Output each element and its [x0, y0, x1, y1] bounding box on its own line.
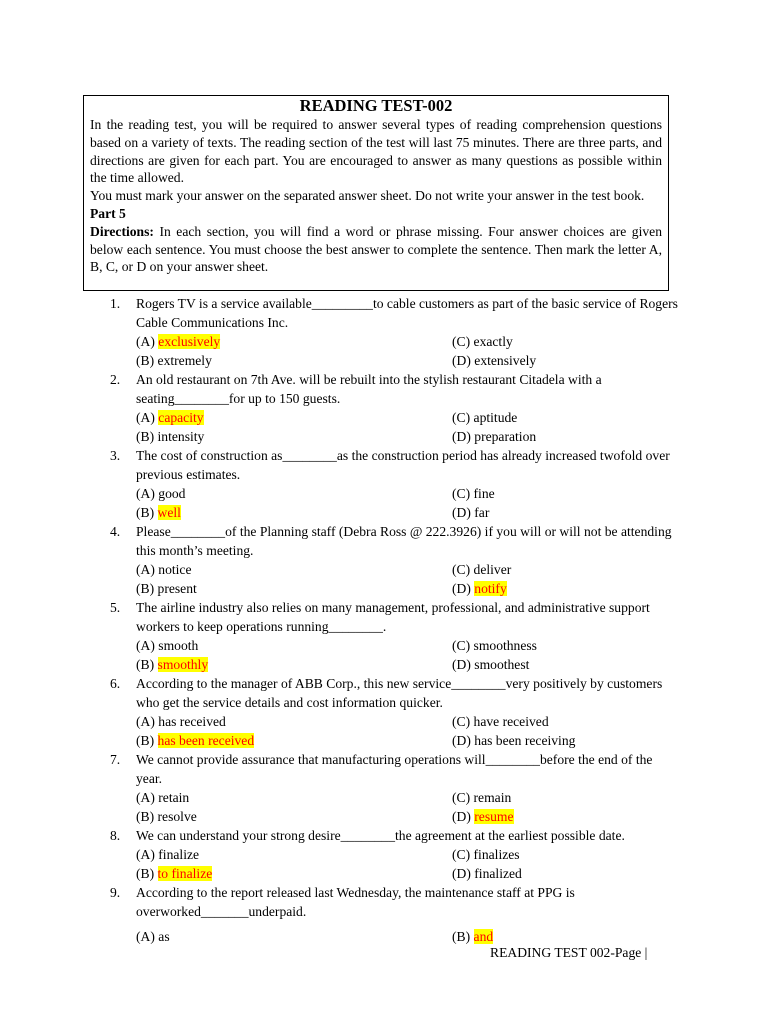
question-item: [110, 750, 680, 826]
option-b: (B) present: [136, 581, 197, 596]
option-b: (B) intensity: [136, 429, 205, 444]
answer-options: [136, 408, 680, 446]
question-number: 5.: [110, 600, 121, 615]
answer-options: [136, 788, 680, 826]
highlighted-answer: has been received: [157, 733, 255, 748]
option-b: (B) extremely: [136, 353, 212, 368]
question-item: [110, 826, 680, 883]
option-a: (A) has received: [136, 714, 226, 729]
highlighted-answer: well: [157, 505, 181, 520]
question-item: [110, 674, 680, 750]
option-b: (B) well: [136, 505, 181, 520]
question-item: [110, 883, 680, 946]
directions-paragraph: [90, 223, 662, 276]
highlighted-answer: exclusively: [158, 334, 221, 349]
question-text: According to the report released last Wednesday, the maintenance staff at PPG is overworked_______underpaid.: [136, 885, 575, 919]
page-title: READING TEST-002: [299, 96, 453, 115]
answer-options: [136, 712, 680, 750]
highlighted-answer: to finalize: [157, 866, 213, 881]
question-text: An old restaurant on 7th Ave. will be rebuilt into the stylish restaurant Citadela with a seating________for up to 150 guests.: [136, 372, 602, 406]
option-b: (B) to finalize: [136, 866, 213, 881]
question-number: 2.: [110, 372, 121, 387]
question-list: [110, 294, 680, 946]
part-heading: Part 5: [90, 205, 126, 221]
option-c: (C) have received: [452, 714, 549, 729]
option-b: (B) has been received: [136, 733, 255, 748]
option-d: (D) resume: [452, 809, 514, 824]
intro-paragraph: In the reading test, you will be required to answer several types of reading comprehension questions based on a variety of texts. The reading section of the test will last 75 minutes. There are three parts, and directions are given for each part. You are encouraged to answer as many questions as possible within the time allowed.: [90, 117, 662, 186]
page-footer: READING TEST 002-Page |: [490, 945, 648, 960]
question-text: Please________of the Planning staff (Debra Ross @ 222.3926) if you will or will not be attending this month’s meeting.: [136, 524, 672, 558]
question-text: The cost of construction as________as the construction period has already increased twofold over previous estimates.: [136, 448, 670, 482]
answer-options: [136, 636, 680, 674]
question-number: 4.: [110, 524, 121, 539]
highlighted-answer: resume: [474, 809, 514, 824]
answer-instructions: You must mark your answer on the separated answer sheet. Do not write your answer in the test book.: [90, 188, 645, 204]
answer-options: [136, 484, 680, 522]
question-text: Rogers TV is a service available_________to cable customers as part of the basic service of Rogers Cable Communications Inc.: [136, 296, 678, 330]
option-a: (A) smooth: [136, 638, 199, 653]
highlighted-answer: smoothly: [157, 657, 209, 672]
highlighted-answer: capacity: [158, 410, 204, 425]
instructions-box: [83, 95, 669, 291]
question-item: [110, 446, 680, 522]
question-text: According to the manager of ABB Corp., this new service________very positively by customers who get the service details and cost information quicker.: [136, 676, 663, 710]
question-number: 7.: [110, 752, 121, 767]
option-c: (C) aptitude: [452, 410, 518, 425]
option-c: (C) fine: [452, 486, 495, 501]
option-d: (D) extensively: [452, 353, 537, 368]
question-text: We cannot provide assurance that manufacturing operations will________before the end of the year.: [136, 752, 653, 786]
option-a: (A) finalize: [136, 847, 200, 862]
answer-options: [136, 332, 680, 370]
question-number: 1.: [110, 296, 121, 311]
option-c: (C) remain: [452, 790, 512, 805]
option-a: (A) capacity: [136, 410, 204, 425]
question-number: 3.: [110, 448, 121, 463]
highlighted-answer: and: [473, 929, 494, 944]
question-item: [110, 370, 680, 446]
answer-options: [136, 845, 680, 883]
option-d: (D) smoothest: [452, 657, 530, 672]
question-number: 8.: [110, 828, 121, 843]
option-c: (C) exactly: [452, 334, 513, 349]
option-c: (C) smoothness: [452, 638, 537, 653]
option-c: (C) deliver: [452, 562, 512, 577]
option-a: (A) exclusively: [136, 334, 221, 349]
option-d: (D) finalized: [452, 866, 522, 881]
answer-options: [136, 560, 680, 598]
option-d: (D) preparation: [452, 429, 537, 444]
option-a: (A) notice: [136, 562, 192, 577]
option-b: (B) smoothly: [136, 657, 209, 672]
option-d: (D) has been receiving: [452, 733, 576, 748]
question-item: [110, 522, 680, 598]
option-d: (D) far: [452, 505, 490, 520]
option-d: (D) notify: [452, 581, 507, 596]
highlighted-answer: notify: [474, 581, 507, 596]
question-item: [110, 294, 680, 370]
option-b: (B) resolve: [136, 809, 197, 824]
option-b: (B) and: [452, 929, 494, 944]
directions-label: Directions:: [90, 223, 154, 239]
question-text: We can understand your strong desire________the agreement at the earliest possible date.: [136, 828, 625, 843]
question-number: 9.: [110, 885, 121, 900]
question-number: 6.: [110, 676, 121, 691]
option-a: (A) retain: [136, 790, 190, 805]
option-a: (A) good: [136, 486, 186, 501]
question-text: The airline industry also relies on many management, professional, and administrative support workers to keep operations running________.: [136, 600, 650, 634]
directions-text: In each section, you will find a word or phrase missing. Four answer choices are given below each sentence. You must choose the best answer to complete the sentence. Then mark the letter A, B, C, or D on your answer sheet.: [90, 223, 662, 275]
option-c: (C) finalizes: [452, 847, 520, 862]
option-a: (A) as: [136, 929, 170, 944]
question-item: [110, 598, 680, 674]
